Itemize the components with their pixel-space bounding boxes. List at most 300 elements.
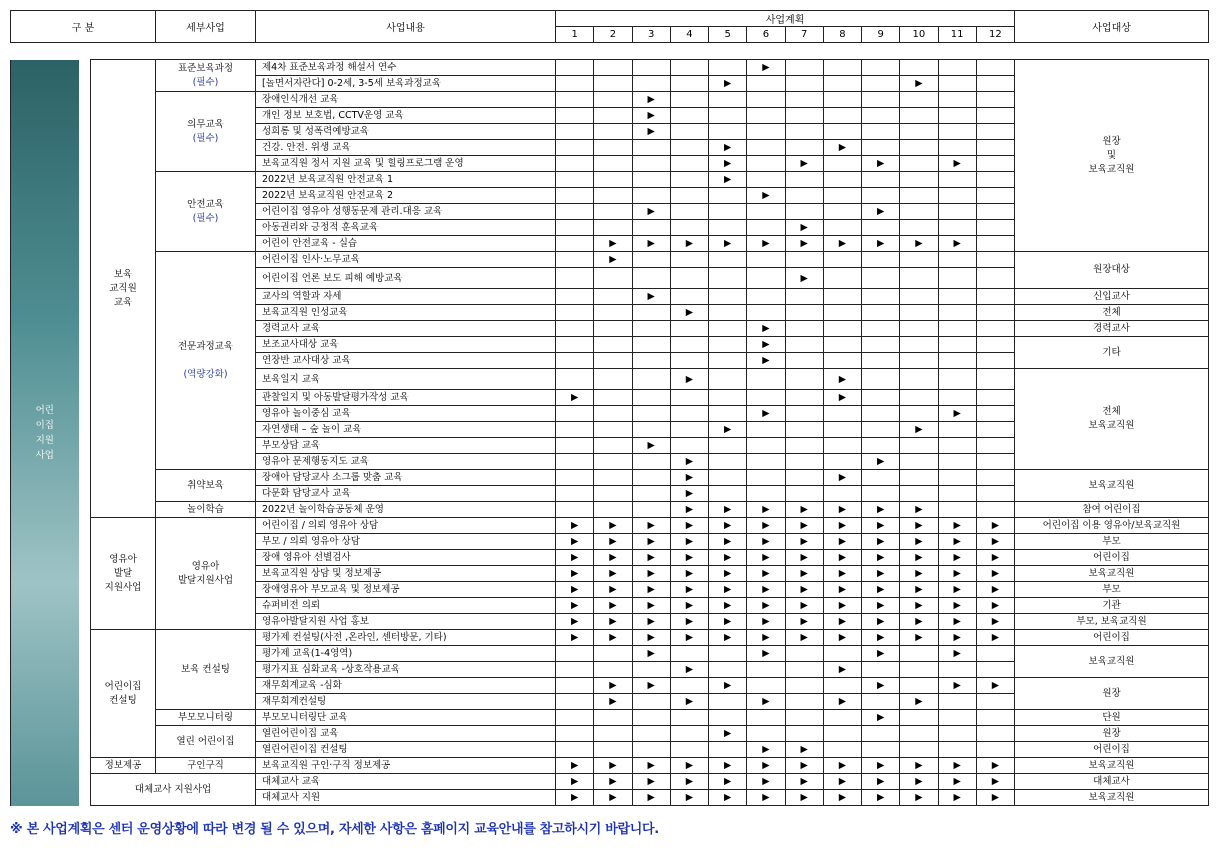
- play-arrow-icon: ▶: [876, 760, 885, 771]
- play-arrow-icon: ▶: [647, 600, 655, 611]
- play-arrow-icon: ▶: [915, 696, 923, 707]
- play-arrow-icon: ▶: [991, 600, 1000, 611]
- month-cell: [556, 353, 594, 369]
- month-cell: [976, 774, 1014, 790]
- header-table: [10, 10, 1209, 43]
- play-arrow-icon: ▶: [723, 568, 732, 579]
- month-cell: [747, 60, 785, 76]
- month-cell: [938, 566, 976, 582]
- month-cell: [556, 790, 594, 806]
- month-cell: [594, 630, 632, 646]
- play-arrow-icon: ▶: [800, 504, 808, 515]
- month-cell: [670, 550, 708, 566]
- content-cell: 건강. 안전. 위생 교육: [256, 140, 556, 156]
- content-cell: 평가제 교육(1-4영역): [256, 646, 556, 662]
- month-cell: [747, 486, 785, 502]
- month-cell: [823, 438, 861, 454]
- month-cell: [556, 220, 594, 236]
- month-cell: [976, 550, 1014, 566]
- month-cell: [594, 518, 632, 534]
- month-cell: [938, 470, 976, 486]
- month-cell: [632, 758, 670, 774]
- month-cell: [709, 598, 747, 614]
- play-arrow-icon: ▶: [838, 504, 847, 515]
- month-cell: [670, 454, 708, 470]
- month-cell: [670, 353, 708, 369]
- month-cell: [556, 582, 594, 598]
- play-arrow-icon: ▶: [991, 632, 1000, 643]
- target-cell: 원장 및 보육교직원: [1015, 60, 1209, 252]
- month-cell: [709, 337, 747, 353]
- play-arrow-icon: ▶: [991, 584, 1000, 595]
- month-cell: [823, 534, 861, 550]
- month-cell: [976, 204, 1014, 220]
- play-arrow-icon: ▶: [647, 616, 655, 627]
- month-cell: [900, 678, 938, 694]
- play-arrow-icon: ▶: [800, 792, 808, 803]
- play-arrow-icon: ▶: [876, 584, 885, 595]
- play-arrow-icon: ▶: [685, 520, 694, 531]
- play-arrow-icon: ▶: [953, 792, 961, 803]
- play-arrow-icon: ▶: [647, 206, 655, 217]
- month-cell: [862, 646, 900, 662]
- month-cell: [670, 188, 708, 204]
- month-cell: [747, 742, 785, 758]
- play-arrow-icon: ▶: [991, 520, 1000, 531]
- month-cell: [747, 454, 785, 470]
- month-cell: [900, 694, 938, 710]
- month-cell: [747, 289, 785, 305]
- month-cell: [747, 337, 785, 353]
- play-arrow-icon: ▶: [609, 552, 617, 563]
- month-cell: [900, 390, 938, 406]
- play-arrow-icon: ▶: [762, 568, 770, 579]
- play-arrow-icon: ▶: [723, 616, 732, 627]
- month-cell: [632, 252, 670, 268]
- month-cell: [976, 156, 1014, 172]
- month-cell: [938, 76, 976, 92]
- month-cell: [709, 268, 747, 289]
- target-cell: 신입교사: [1015, 289, 1209, 305]
- group-label: 대체교사 지원사업: [91, 774, 256, 806]
- month-cell: [594, 92, 632, 108]
- month-header: 9: [862, 27, 900, 43]
- month-cell: [747, 268, 785, 289]
- play-arrow-icon: ▶: [876, 616, 885, 627]
- content-cell: [놀면서자란다] 0-2세, 3-5세 보육과정교육: [256, 76, 556, 92]
- play-arrow-icon: ▶: [762, 600, 770, 611]
- month-cell: [632, 550, 670, 566]
- month-cell: [862, 337, 900, 353]
- month-cell: [823, 566, 861, 582]
- play-arrow-icon: ▶: [723, 158, 732, 169]
- month-cell: [594, 305, 632, 321]
- month-cell: [785, 406, 823, 422]
- play-arrow-icon: ▶: [762, 408, 770, 419]
- month-cell: [632, 369, 670, 390]
- month-cell: [594, 236, 632, 252]
- month-cell: [556, 156, 594, 172]
- play-arrow-icon: ▶: [762, 62, 770, 73]
- month-cell: [785, 289, 823, 305]
- month-cell: [556, 710, 594, 726]
- month-cell: [938, 710, 976, 726]
- month-cell: [670, 321, 708, 337]
- month-cell: [938, 438, 976, 454]
- month-cell: [900, 486, 938, 502]
- month-cell: [785, 550, 823, 566]
- month-cell: [747, 406, 785, 422]
- target-cell: 어린이집: [1015, 630, 1209, 646]
- month-header: 8: [823, 27, 861, 43]
- table-row: [11, 774, 1209, 790]
- content-cell: 장애영유아 부모교육 및 정보제공: [256, 582, 556, 598]
- month-cell: [823, 454, 861, 470]
- month-cell: [785, 470, 823, 486]
- month-cell: [976, 422, 1014, 438]
- month-cell: [976, 390, 1014, 406]
- month-cell: [747, 92, 785, 108]
- month-cell: [670, 124, 708, 140]
- content-cell: 제4차 표준보육과정 해설서 연수: [256, 60, 556, 76]
- month-cell: [709, 390, 747, 406]
- play-arrow-icon: ▶: [647, 648, 655, 659]
- content-cell: 보육교직원 인성교육: [256, 305, 556, 321]
- play-arrow-icon: ▶: [838, 536, 847, 547]
- month-cell: [900, 188, 938, 204]
- play-arrow-icon: ▶: [800, 158, 808, 169]
- month-header: 12: [976, 27, 1014, 43]
- play-arrow-icon: ▶: [723, 142, 732, 153]
- month-cell: [632, 289, 670, 305]
- month-cell: [747, 598, 785, 614]
- month-cell: [747, 321, 785, 337]
- month-cell: [670, 614, 708, 630]
- play-arrow-icon: ▶: [723, 632, 732, 643]
- target-cell: 단원: [1015, 710, 1209, 726]
- month-cell: [823, 518, 861, 534]
- play-arrow-icon: ▶: [838, 760, 847, 771]
- month-cell: [976, 289, 1014, 305]
- month-cell: [594, 337, 632, 353]
- month-cell: [938, 236, 976, 252]
- play-arrow-icon: ▶: [762, 323, 770, 334]
- month-cell: [900, 582, 938, 598]
- month-cell: [785, 710, 823, 726]
- play-arrow-icon: ▶: [609, 760, 617, 771]
- month-cell: [900, 598, 938, 614]
- play-arrow-icon: ▶: [570, 536, 579, 547]
- month-cell: [709, 518, 747, 534]
- month-cell: [900, 774, 938, 790]
- play-arrow-icon: ▶: [991, 616, 1000, 627]
- play-arrow-icon: ▶: [838, 600, 847, 611]
- content-cell: 2022년 놀이학습공동체 운영: [256, 502, 556, 518]
- month-cell: [785, 305, 823, 321]
- month-cell: [862, 156, 900, 172]
- month-cell: [785, 646, 823, 662]
- month-cell: [632, 518, 670, 534]
- month-cell: [747, 438, 785, 454]
- content-cell: 열린어린이집 교육: [256, 726, 556, 742]
- play-arrow-icon: ▶: [876, 792, 885, 803]
- month-cell: [747, 108, 785, 124]
- month-cell: [785, 422, 823, 438]
- month-cell: [556, 369, 594, 390]
- month-cell: [938, 678, 976, 694]
- month-cell: [976, 92, 1014, 108]
- month-cell: [938, 390, 976, 406]
- month-cell: [823, 76, 861, 92]
- month-cell: [938, 454, 976, 470]
- month-cell: [785, 582, 823, 598]
- month-cell: [670, 726, 708, 742]
- month-cell: [632, 790, 670, 806]
- month-cell: [632, 694, 670, 710]
- month-cell: [938, 774, 976, 790]
- month-cell: [709, 470, 747, 486]
- month-cell: [632, 236, 670, 252]
- target-cell: 원장대상: [1015, 252, 1209, 289]
- play-arrow-icon: ▶: [647, 792, 655, 803]
- month-cell: [785, 60, 823, 76]
- group-label: 영유아 발달 지원사업: [91, 518, 156, 630]
- play-arrow-icon: ▶: [953, 408, 961, 419]
- month-cell: [900, 124, 938, 140]
- month-cell: [823, 60, 861, 76]
- month-cell: [785, 774, 823, 790]
- month-cell: [862, 742, 900, 758]
- month-cell: [594, 454, 632, 470]
- month-cell: [900, 289, 938, 305]
- month-cell: [709, 321, 747, 337]
- content-cell: 어린이집 언론 보도 피해 예방교육: [256, 268, 556, 289]
- month-cell: [862, 369, 900, 390]
- play-arrow-icon: ▶: [876, 206, 885, 217]
- play-arrow-icon: ▶: [723, 504, 732, 515]
- content-cell: 대체교사 교육: [256, 774, 556, 790]
- target-cell: 기타: [1015, 337, 1209, 369]
- month-cell: [938, 60, 976, 76]
- month-cell: [594, 502, 632, 518]
- month-cell: [709, 92, 747, 108]
- month-cell: [823, 550, 861, 566]
- month-cell: [632, 614, 670, 630]
- month-cell: [594, 614, 632, 630]
- month-cell: [862, 220, 900, 236]
- month-cell: [747, 774, 785, 790]
- month-cell: [709, 774, 747, 790]
- month-cell: [785, 598, 823, 614]
- month-cell: [632, 582, 670, 598]
- month-cell: [900, 758, 938, 774]
- month-cell: [747, 140, 785, 156]
- play-arrow-icon: ▶: [876, 552, 885, 563]
- month-cell: [556, 454, 594, 470]
- month-cell: [709, 790, 747, 806]
- play-arrow-icon: ▶: [838, 792, 847, 803]
- month-cell: [785, 790, 823, 806]
- month-cell: [785, 220, 823, 236]
- month-cell: [900, 406, 938, 422]
- month-cell: [747, 188, 785, 204]
- play-arrow-icon: ▶: [647, 94, 655, 105]
- month-cell: [823, 369, 861, 390]
- month-cell: [709, 305, 747, 321]
- play-arrow-icon: ▶: [762, 696, 770, 707]
- month-cell: [862, 662, 900, 678]
- play-arrow-icon: ▶: [723, 600, 732, 611]
- content-cell: 열린어린이집 컨설팅: [256, 742, 556, 758]
- sub-project-label: 부모모니터링: [156, 710, 256, 726]
- play-arrow-icon: ▶: [647, 632, 655, 643]
- month-header: 6: [747, 27, 785, 43]
- play-arrow-icon: ▶: [685, 238, 694, 249]
- play-arrow-icon: ▶: [953, 776, 961, 787]
- month-cell: [785, 758, 823, 774]
- month-cell: [632, 678, 670, 694]
- month-cell: [823, 252, 861, 268]
- play-arrow-icon: ▶: [685, 472, 694, 483]
- month-cell: [900, 662, 938, 678]
- month-cell: [976, 172, 1014, 188]
- month-cell: [976, 742, 1014, 758]
- month-cell: [670, 252, 708, 268]
- month-cell: [709, 60, 747, 76]
- month-cell: [938, 646, 976, 662]
- play-arrow-icon: ▶: [953, 520, 961, 531]
- month-cell: [709, 742, 747, 758]
- month-cell: [747, 236, 785, 252]
- target-cell: 참여 어린이집: [1015, 502, 1209, 518]
- month-cell: [556, 486, 594, 502]
- month-cell: [709, 582, 747, 598]
- month-cell: [594, 172, 632, 188]
- play-arrow-icon: ▶: [647, 584, 655, 595]
- sub-project-label: 구인구직: [156, 758, 256, 774]
- month-cell: [747, 694, 785, 710]
- play-arrow-icon: ▶: [685, 696, 694, 707]
- play-arrow-icon: ▶: [647, 110, 655, 121]
- month-cell: [556, 422, 594, 438]
- month-cell: [823, 353, 861, 369]
- month-cell: [938, 140, 976, 156]
- table-row: [11, 252, 1209, 268]
- month-cell: [670, 566, 708, 582]
- play-arrow-icon: ▶: [762, 776, 770, 787]
- month-cell: [594, 486, 632, 502]
- month-cell: [556, 694, 594, 710]
- month-cell: [900, 550, 938, 566]
- sub-project-line: 의무교육: [187, 118, 224, 130]
- sub-project-line: (역량강화): [183, 368, 228, 380]
- play-arrow-icon: ▶: [953, 552, 961, 563]
- month-cell: [785, 502, 823, 518]
- month-cell: [900, 502, 938, 518]
- month-cell: [976, 662, 1014, 678]
- play-arrow-icon: ▶: [838, 776, 847, 787]
- month-cell: [976, 454, 1014, 470]
- play-arrow-icon: ▶: [685, 792, 694, 803]
- month-cell: [632, 76, 670, 92]
- play-arrow-icon: ▶: [685, 600, 694, 611]
- month-cell: [594, 140, 632, 156]
- sub-project-label: 보육 컨설팅: [156, 630, 256, 710]
- month-cell: [862, 630, 900, 646]
- month-cell: [900, 252, 938, 268]
- month-cell: [594, 60, 632, 76]
- month-cell: [785, 438, 823, 454]
- month-cell: [938, 268, 976, 289]
- play-arrow-icon: ▶: [915, 536, 923, 547]
- month-cell: [670, 220, 708, 236]
- month-cell: [823, 188, 861, 204]
- play-arrow-icon: ▶: [838, 696, 847, 707]
- month-cell: [785, 337, 823, 353]
- play-arrow-icon: ▶: [685, 456, 694, 467]
- play-arrow-icon: ▶: [609, 600, 617, 611]
- content-cell: 2022년 보육교직원 안전교육 1: [256, 172, 556, 188]
- play-arrow-icon: ▶: [570, 792, 579, 803]
- month-cell: [900, 204, 938, 220]
- month-cell: [709, 369, 747, 390]
- month-cell: [862, 204, 900, 220]
- month-cell: [670, 236, 708, 252]
- play-arrow-icon: ▶: [609, 520, 617, 531]
- play-arrow-icon: ▶: [953, 536, 961, 547]
- month-cell: [747, 369, 785, 390]
- month-cell: [823, 502, 861, 518]
- month-cell: [632, 406, 670, 422]
- play-arrow-icon: ▶: [838, 664, 847, 675]
- month-cell: [976, 582, 1014, 598]
- month-cell: [709, 502, 747, 518]
- month-cell: [709, 156, 747, 172]
- month-cell: [823, 630, 861, 646]
- month-cell: [976, 566, 1014, 582]
- month-cell: [938, 289, 976, 305]
- play-arrow-icon: ▶: [723, 792, 732, 803]
- month-cell: [556, 518, 594, 534]
- month-cell: [785, 353, 823, 369]
- month-cell: [976, 758, 1014, 774]
- play-arrow-icon: ▶: [647, 776, 655, 787]
- target-cell: 어린이집: [1015, 550, 1209, 566]
- play-arrow-icon: ▶: [800, 520, 808, 531]
- month-cell: [862, 550, 900, 566]
- play-arrow-icon: ▶: [953, 600, 961, 611]
- month-cell: [556, 289, 594, 305]
- month-cell: [670, 305, 708, 321]
- month-cell: [862, 502, 900, 518]
- content-cell: 보육교직원 구인·구직 정보제공: [256, 758, 556, 774]
- content-cell: 다문화 담당교사 교육: [256, 486, 556, 502]
- play-arrow-icon: ▶: [800, 238, 808, 249]
- content-cell: 아동권리와 긍정적 훈육교육: [256, 220, 556, 236]
- sub-project-label: 취약보육: [156, 470, 256, 502]
- month-cell: [747, 220, 785, 236]
- month-cell: [670, 438, 708, 454]
- month-cell: [632, 188, 670, 204]
- month-cell: [862, 598, 900, 614]
- month-cell: [785, 268, 823, 289]
- play-arrow-icon: ▶: [723, 680, 732, 691]
- play-arrow-icon: ▶: [800, 272, 808, 284]
- month-cell: [632, 422, 670, 438]
- plan-table: [10, 59, 1209, 806]
- month-cell: [556, 566, 594, 582]
- month-cell: [823, 726, 861, 742]
